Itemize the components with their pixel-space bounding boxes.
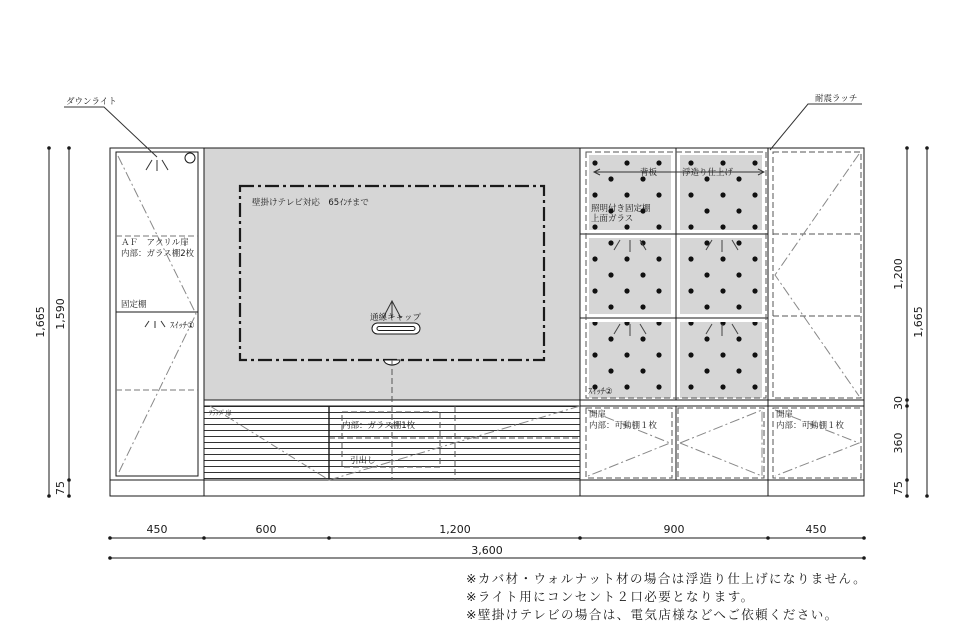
dim-right-base: 75 [892, 481, 905, 495]
dim-left-upper: 1,590 [54, 298, 67, 330]
glass-top-label: 上面ガラス [591, 214, 634, 224]
cable-cap-label: 通線キャップ [370, 313, 422, 323]
left-inner-label: 内部：ガラス棚2枚 [121, 249, 195, 259]
dim-width-4: 900 [663, 523, 685, 536]
float-finish-label: 浮造り仕上げ [682, 168, 734, 178]
dim-right-upper: 1,200 [892, 258, 905, 290]
note-1: ※カバ材・ウォルナット材の場合は浮造り仕上げになりません。 [466, 571, 868, 586]
dim-width-2: 600 [255, 523, 277, 536]
flap-inner-label: 内部：ガラス棚1枚 [342, 421, 416, 431]
dim-left-total: 1,665 [34, 306, 47, 338]
tv-label: 壁掛けテレビ対応 65ｲﾝﾁまで [252, 198, 369, 208]
door2-inner-label: 内部：可動棚１枚 [776, 421, 845, 431]
latch-leader [770, 104, 862, 150]
note-3: ※壁掛けテレビの場合は、電気店様などへご依頼ください。 [466, 607, 839, 622]
left-cabinet [116, 152, 198, 476]
back-panel-label: 背板 [640, 168, 658, 178]
left-door-label: ＡＦ アクリル扉 [121, 238, 189, 248]
right-switch-label: ｽｲｯﾁ② [588, 387, 613, 397]
right-shelf-unit [580, 148, 768, 400]
latch-label: 耐震ラッチ [815, 94, 858, 104]
drawer-label: 引出し [350, 456, 376, 466]
flap-small-label: ﾌﾗｯﾌﾟ扉 [209, 409, 232, 417]
dim-width-3: 1,200 [439, 523, 471, 536]
downlight-icon [185, 153, 195, 163]
cable-cap-icon [372, 323, 420, 334]
dim-width-1: 450 [146, 523, 168, 536]
dim-right-lower: 360 [892, 432, 905, 454]
dim-width-5: 450 [805, 523, 827, 536]
downlight-label: ダウンライト [66, 97, 117, 107]
note-2: ※ライト用にコンセント２口必要となります。 [466, 589, 755, 604]
dim-overall: 3,600 [471, 544, 503, 557]
lower-right-doors [586, 406, 764, 480]
left-fixed-shelf-label: 固定棚 [121, 300, 147, 310]
dim-right-gap: 30 [892, 396, 905, 410]
left-switch-label: ｽｲｯﾁ① [170, 321, 195, 331]
dim-left-base: 75 [54, 481, 67, 495]
dim-right-total: 1,665 [912, 306, 925, 338]
door1-label: 開扉 [589, 410, 607, 420]
lit-shelf-label: 照明付き固定棚 [591, 204, 651, 214]
door1-inner-label: 内部：可動棚１枚 [589, 421, 658, 431]
door2-label: 開扉 [776, 410, 794, 420]
